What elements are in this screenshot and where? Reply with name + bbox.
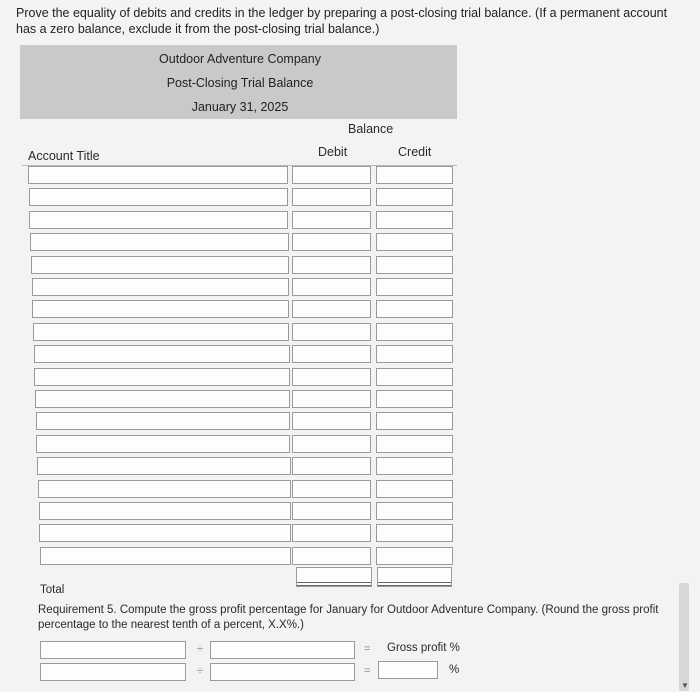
debit-input[interactable] <box>292 278 371 296</box>
credit-input[interactable] <box>376 457 453 475</box>
account-title-input[interactable] <box>38 480 291 498</box>
debit-input[interactable] <box>292 188 371 206</box>
debit-input[interactable] <box>292 457 371 475</box>
report-title: Post-Closing Trial Balance <box>166 76 314 90</box>
account-title-input[interactable] <box>39 502 291 520</box>
gross-profit-label: Gross profit % <box>387 642 460 654</box>
debit-input[interactable] <box>292 166 371 184</box>
account-title-heading: Account Title <box>28 149 100 163</box>
debit-input[interactable] <box>292 345 371 363</box>
report-date: January 31, 2025 <box>191 100 289 114</box>
account-title-input[interactable] <box>40 547 291 565</box>
credit-input[interactable] <box>376 233 453 251</box>
account-title-input[interactable] <box>30 233 289 251</box>
account-title-input[interactable] <box>34 345 290 363</box>
total-credit-double-underline <box>378 582 451 586</box>
credit-input[interactable] <box>376 524 453 542</box>
credit-input[interactable] <box>376 480 453 498</box>
debit-input[interactable] <box>292 502 371 520</box>
gross-profit-numerator-input-2[interactable] <box>40 663 186 681</box>
gross-profit-percent-input[interactable] <box>378 661 438 679</box>
debit-input[interactable] <box>292 256 371 274</box>
debit-heading: Debit <box>318 145 348 159</box>
debit-input[interactable] <box>292 547 371 565</box>
debit-input[interactable] <box>292 480 371 498</box>
credit-input[interactable] <box>376 502 453 520</box>
account-title-input[interactable] <box>32 300 289 318</box>
account-title-input[interactable] <box>39 524 291 542</box>
requirement-5-text: Requirement 5. Compute the gross profit percentage for January for Outdoor Adventure Company. (Round the gross profit percentage to the nearest tenth of a percent, X.X%.) <box>38 604 659 631</box>
account-title-input[interactable] <box>37 457 291 475</box>
total-debit-double-underline <box>297 582 371 586</box>
debit-input[interactable] <box>292 368 371 386</box>
debit-input[interactable] <box>292 524 371 542</box>
balance-heading: Balance <box>348 122 394 136</box>
account-title-input[interactable] <box>36 435 290 453</box>
credit-input[interactable] <box>376 368 453 386</box>
divide-sign: ÷ <box>197 643 204 655</box>
credit-heading: Credit <box>398 145 432 159</box>
credit-input[interactable] <box>376 323 453 341</box>
debit-input[interactable] <box>292 211 371 229</box>
page-scrollbar[interactable] <box>679 583 689 691</box>
gross-profit-denominator-input-2[interactable] <box>210 663 355 681</box>
account-title-input[interactable] <box>29 188 288 206</box>
debit-input[interactable] <box>292 390 371 408</box>
debit-input[interactable] <box>292 233 371 251</box>
credit-input[interactable] <box>376 345 453 363</box>
credit-input[interactable] <box>376 300 453 318</box>
account-title-input[interactable] <box>29 211 288 229</box>
debit-input[interactable] <box>292 435 371 453</box>
equals-sign: = <box>364 643 371 655</box>
total-label: Total <box>40 584 65 596</box>
account-title-input[interactable] <box>35 390 290 408</box>
account-title-input[interactable] <box>36 412 290 430</box>
gross-profit-denominator-input[interactable] <box>210 641 355 659</box>
debit-input[interactable] <box>292 300 371 318</box>
divide-sign-2: ÷ <box>197 665 204 677</box>
trial-balance-header <box>20 45 457 119</box>
debit-input[interactable] <box>292 412 371 430</box>
credit-input[interactable] <box>376 256 453 274</box>
credit-input[interactable] <box>376 435 453 453</box>
account-title-input[interactable] <box>28 166 288 184</box>
gross-profit-numerator-input[interactable] <box>40 641 186 659</box>
equals-sign-2: = <box>364 665 371 677</box>
company-name: Outdoor Adventure Company <box>159 52 321 66</box>
instructions-text: Prove the equality of debits and credits in the ledger by preparing a post-closing trial balance. (If a permanent account has a zero balance, exclude it from the post-closing trial balance.) <box>16 6 668 36</box>
credit-input[interactable] <box>376 278 453 296</box>
account-title-input[interactable] <box>34 368 290 386</box>
credit-input[interactable] <box>376 390 453 408</box>
credit-input[interactable] <box>376 547 453 565</box>
percent-sign: % <box>449 664 460 676</box>
credit-input[interactable] <box>376 188 453 206</box>
debit-input[interactable] <box>292 323 371 341</box>
account-title-input[interactable] <box>31 256 289 274</box>
credit-input[interactable] <box>376 211 453 229</box>
credit-input[interactable] <box>376 412 453 430</box>
account-title-input[interactable] <box>33 323 289 341</box>
credit-input[interactable] <box>376 166 453 184</box>
account-title-input[interactable] <box>32 278 289 296</box>
scroll-down-icon[interactable]: ▼ <box>681 681 689 690</box>
